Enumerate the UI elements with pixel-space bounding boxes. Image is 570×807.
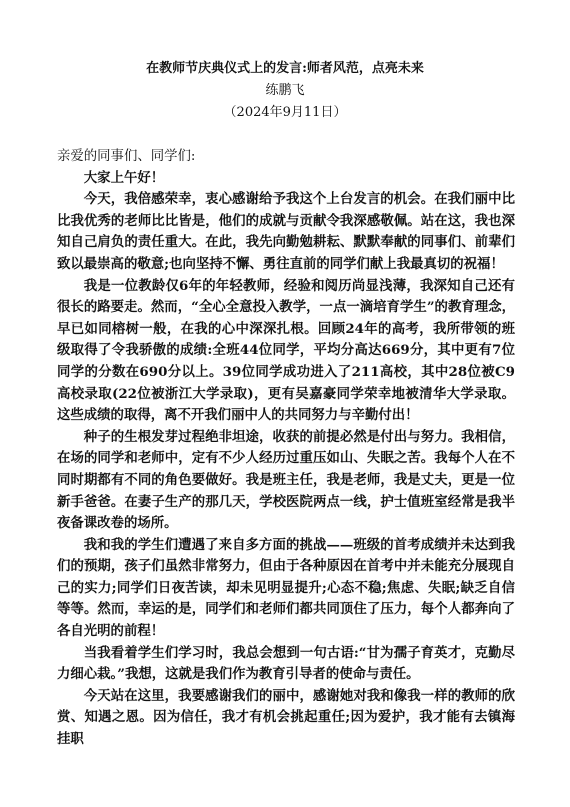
body-paragraph: 今天站在这里，我要感谢我们的丽中，感谢她对我和像我一样的教师的欣赏、知遇之恩。因为信任，我才有机会挑起重任;因为爱护，我才能有去镇海挂职 [57,687,515,748]
document-header [0,58,570,124]
body-paragraph: 我是一位教龄仅6年的年轻教师，经验和阅历尚显浅薄，我深知自己还有很长的路要走。然而，“全心全意投入教学，一点一滴培育学生”的教育理念，早已如同榕树一般，在我的心中深深扎根。回顾24年的高考，我所带领的班级取得了令我骄傲的成绩:全班44位同学，平均分高达669分，其中更有7位同学的分数在690分以上。39位同学成功进入了211高校，其中28位被C9高校录取(22位被浙江大学录取)，更有吴嘉豪同学荣幸地被清华大学录取。这些成绩的取得，离不开我们丽中人的共同努力与辛勤付出！ [57,277,515,424]
document-date: （2024年9月11日） [223,105,347,120]
body-paragraph: 今天，我倍感荣幸，衷心感谢给予我这个上台发言的机会。在我们丽中比比我优秀的老师比比皆是，他们的成就与贡献令我深感敬佩。站在这，我也深知自己肩负的责任重大。在此，我先向勤勉耕耘、默默奉献的同事们、前辈们致以最崇高的敬意;也向坚持不懈、勇往直前的同学们献上我最真切的祝福！ [57,191,515,272]
body-paragraph: 当我看着学生们学习时，我总会想到一句古语:“甘为孺子育英才，克勤尽力细心栽。”我想，这就是我们作为教育引导者的使命与责任。 [57,644,515,683]
body-paragraph: 我和我的学生们遭遇了来自多方面的挑战——班级的首考成绩并未达到我们的预期，孩子们虽然非常努力，但由于各种原因在首考中并未能充分展现自己的实力;同学们日夜苦读，却未见明显提升;心态不稳;焦虑、失眠;缺乏自信等等。然而，幸运的是，同学们和老师们都共同顶住了压力，每个人都奔向了各自光明的前程！ [57,536,515,640]
document-author: 练鹏飞 [265,83,305,98]
document-title: 在教师节庆典仪式上的发言:师者风范，点亮未来 [146,61,424,76]
document-body [57,146,515,751]
greeting-paragraph: 大家上午好！ [83,169,165,186]
salutation: 亲爱的同事们、同学们: [57,149,196,164]
body-paragraph: 种子的生根发芽过程绝非坦途，收获的前提必然是付出与努力。我相信，在场的同学和老师中，定有不少人经历过重压如山、失眠之苦。我每个人在不同时期都有不同的角色要做好。我是班主任，我是老师，我是丈夫，更是一位新手爸爸。在妻子生产的那几天，学校医院两点一线，护士值班室经常是我半夜备课改卷的场所。 [57,428,515,532]
